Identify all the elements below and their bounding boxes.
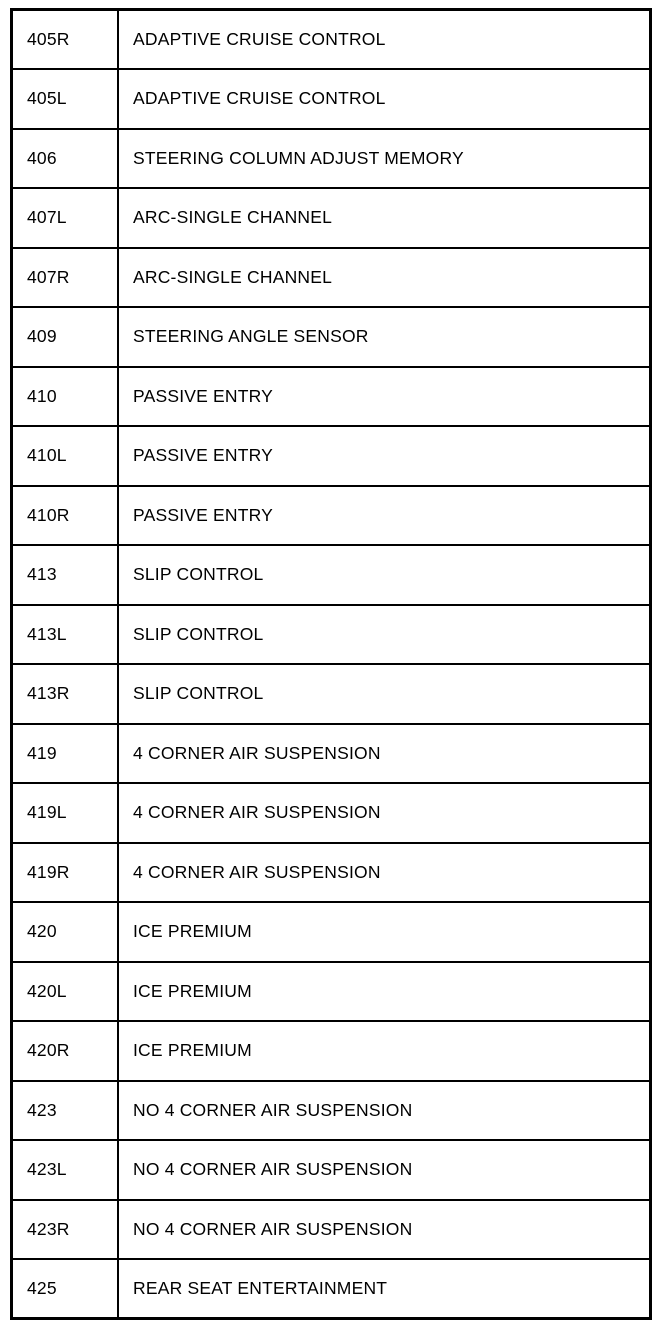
table-row — [12, 664, 651, 724]
description-cell: ARC-SINGLE CHANNEL — [118, 188, 651, 248]
description-cell: NO 4 CORNER AIR SUSPENSION — [118, 1140, 651, 1200]
table-row — [12, 307, 651, 367]
description-cell: PASSIVE ENTRY — [118, 426, 651, 486]
description-cell: STEERING ANGLE SENSOR — [118, 307, 651, 367]
table-row — [12, 188, 651, 248]
table-row — [12, 1259, 651, 1319]
table-row — [12, 10, 651, 70]
code-cell: 419L — [12, 783, 119, 843]
code-cell: 410L — [12, 426, 119, 486]
code-cell: 405R — [12, 10, 119, 70]
description-cell: SLIP CONTROL — [118, 545, 651, 605]
code-cell: 425 — [12, 1259, 119, 1319]
table-row — [12, 962, 651, 1022]
description-cell: STEERING COLUMN ADJUST MEMORY — [118, 129, 651, 189]
code-cell: 406 — [12, 129, 119, 189]
table-row — [12, 1200, 651, 1260]
description-cell: REAR SEAT ENTERTAINMENT — [118, 1259, 651, 1319]
description-cell: NO 4 CORNER AIR SUSPENSION — [118, 1081, 651, 1141]
description-cell: ADAPTIVE CRUISE CONTROL — [118, 69, 651, 129]
description-cell: ICE PREMIUM — [118, 902, 651, 962]
table-row — [12, 1081, 651, 1141]
description-cell: PASSIVE ENTRY — [118, 486, 651, 546]
code-cell: 407R — [12, 248, 119, 308]
table-row — [12, 367, 651, 427]
table-row — [12, 783, 651, 843]
code-cell: 423R — [12, 1200, 119, 1260]
description-cell: PASSIVE ENTRY — [118, 367, 651, 427]
description-cell: SLIP CONTROL — [118, 664, 651, 724]
description-cell: 4 CORNER AIR SUSPENSION — [118, 724, 651, 784]
code-cell: 420L — [12, 962, 119, 1022]
table-body — [12, 10, 651, 1319]
table-row — [12, 605, 651, 665]
description-cell: ARC-SINGLE CHANNEL — [118, 248, 651, 308]
code-cell: 413L — [12, 605, 119, 665]
table-row — [12, 129, 651, 189]
table-row — [12, 1021, 651, 1081]
table-row — [12, 1140, 651, 1200]
table-row — [12, 843, 651, 903]
description-cell: SLIP CONTROL — [118, 605, 651, 665]
code-cell: 423 — [12, 1081, 119, 1141]
code-cell: 409 — [12, 307, 119, 367]
description-cell: 4 CORNER AIR SUSPENSION — [118, 843, 651, 903]
code-cell: 423L — [12, 1140, 119, 1200]
table-row — [12, 69, 651, 129]
table-row — [12, 426, 651, 486]
description-cell: ICE PREMIUM — [118, 962, 651, 1022]
description-cell: NO 4 CORNER AIR SUSPENSION — [118, 1200, 651, 1260]
description-cell: ICE PREMIUM — [118, 1021, 651, 1081]
code-cell: 410R — [12, 486, 119, 546]
option-code-table — [10, 8, 652, 1320]
code-cell: 420R — [12, 1021, 119, 1081]
table-row — [12, 248, 651, 308]
table-row — [12, 545, 651, 605]
table-row — [12, 724, 651, 784]
code-cell: 407L — [12, 188, 119, 248]
code-cell: 420 — [12, 902, 119, 962]
code-cell: 413R — [12, 664, 119, 724]
code-cell: 410 — [12, 367, 119, 427]
code-cell: 419R — [12, 843, 119, 903]
table-row — [12, 486, 651, 546]
description-cell: ADAPTIVE CRUISE CONTROL — [118, 10, 651, 70]
code-cell: 413 — [12, 545, 119, 605]
code-cell: 419 — [12, 724, 119, 784]
code-cell: 405L — [12, 69, 119, 129]
description-cell: 4 CORNER AIR SUSPENSION — [118, 783, 651, 843]
table-row — [12, 902, 651, 962]
